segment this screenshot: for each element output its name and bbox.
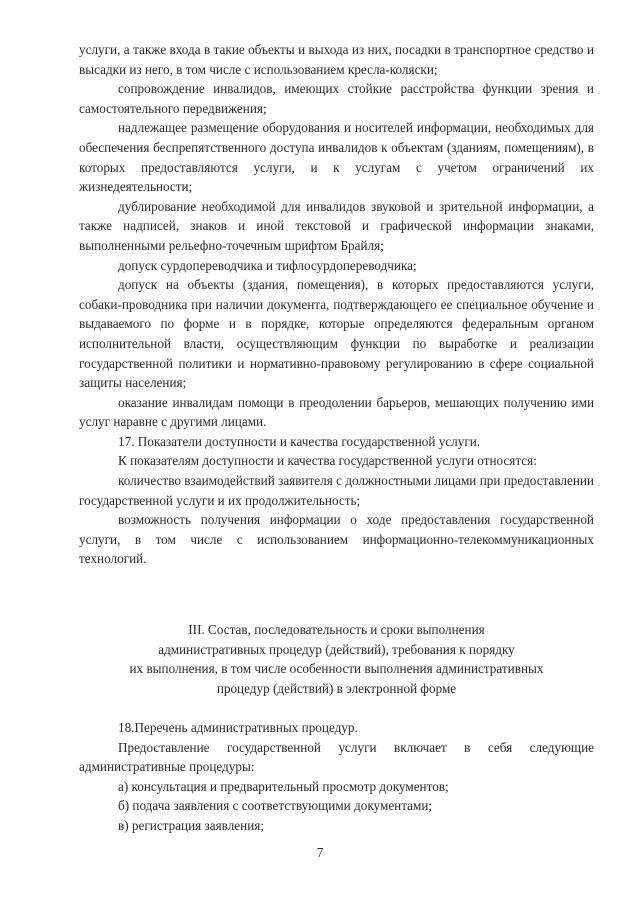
list-item: б) подача заявления с соответствующими документами; <box>118 798 433 814</box>
list-item: в) регистрация заявления; <box>118 817 264 833</box>
paragraph: возможность получения информации о ходе предоставления государственной услуги, в том числе с использованием информационно-телекоммуникационных технологий. <box>79 512 594 567</box>
section-heading-line: административных процедур (действий), требования к порядку <box>158 641 515 657</box>
section-item-17: 17. Показатели доступности и качества государственной услуги. <box>118 433 481 449</box>
body-text-top <box>79 40 594 569</box>
section-heading-line: III. Состав, последовательность и сроки выполнения <box>188 622 485 637</box>
section-heading <box>79 620 594 698</box>
paragraph: допуск на объекты (здания, помещения), в которых предоставляются услуги, собаки-проводника при наличии документа, подтверждающего ее специальное обучение и выдаваемого по форме и в порядке, которые определяются федеральным органом исполнительной власти, осуществляющим функции по выработке и реализации государственной политики и нормативно-правовому регулированию в сфере социальной защиты населения; <box>79 277 594 391</box>
page-number: 7 <box>316 845 324 860</box>
section-heading-line: их выполнения, в том числе особенности выполнения административных <box>129 661 544 677</box>
paragraph: Предоставление государственной услуги включает в себя следующие административные процедуры: <box>79 739 594 775</box>
paragraph: количество взаимодействий заявителя с должностными лицами при предоставлении государственной услуги и их продолжительность; <box>79 473 594 508</box>
paragraph: оказание инвалидам помощи в преодолении барьеров, мешающих получению ими услуг наравне с другими лицами. <box>79 394 594 430</box>
paragraph: К показателям доступности и качества государственной услуги относятся: <box>118 453 537 469</box>
paragraph: услуги, а также входа в такие объекты и выхода из них, посадки в транспортное средство и высадки из него, в том числе с использованием кресла-коляски; <box>79 42 594 77</box>
section-item-18: 18.Перечень административных процедур. <box>118 720 358 735</box>
paragraph: дублирование необходимой для инвалидов звуковой и зрительной информации, а также надписей, знаков и иной текстовой и графической информации знаками, выполненными рельефно-точечным шрифтом Брайля; <box>79 198 594 253</box>
section-heading-line: процедур (действий) в электронной форме <box>216 680 457 696</box>
paragraph: допуск сурдопереводчика и тифлосурдопереводчика; <box>118 257 417 273</box>
paragraph: надлежащее размещение оборудования и носителей информации, необходимых для обеспечения беспрепятственного доступа инвалидов к объектам (зданиям, помещениям), в которых предоставляются услуги, и к услугам с учетом ограничений их жизнедеятельности; <box>79 120 594 195</box>
paragraph: сопровождение инвалидов, имеющих стойкие расстройства функции зрения и самостоятельного передвижения; <box>79 81 594 116</box>
body-text-bottom <box>79 718 594 836</box>
list-item: а) консультация и предварительный просмотр документов; <box>118 778 449 794</box>
